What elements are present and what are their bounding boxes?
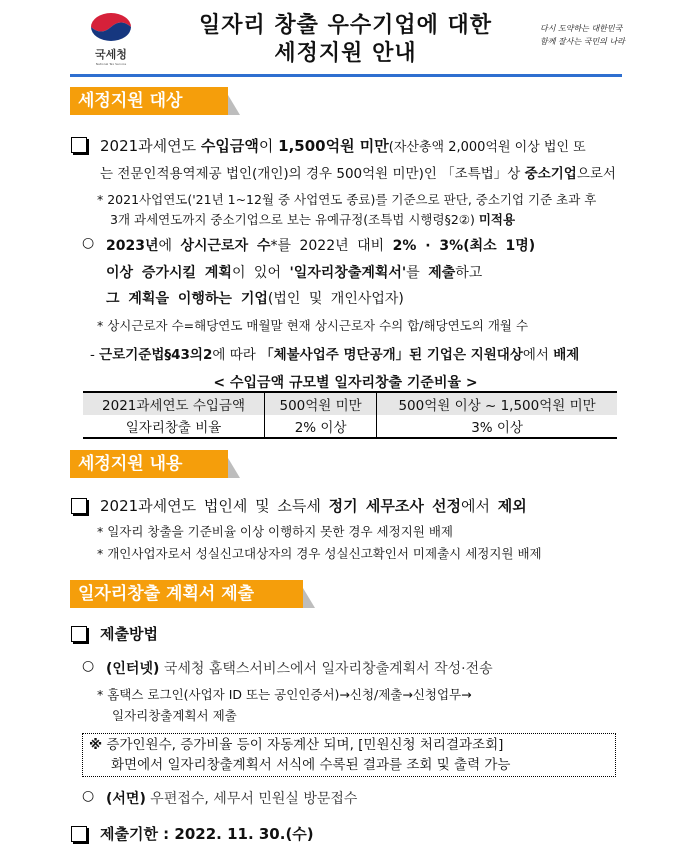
checkbox-bullet-icon [71,498,87,514]
hometax-path-line1: * 홈택스 로그인(사업자 ID 또는 공인인증서)→신청/제출→신청업무→ [97,687,472,702]
target-revenue-line1: 2021과세연도 수입금액이 1,500억원 미만(자산총액 2,000억원 이상 법인 또 [100,137,586,155]
ratio-table [83,391,617,439]
checkbox-bullet-icon [71,826,87,842]
note-benefit: * 일자리 창출을 기준비율 이상 이행하지 못한 경우 세정지원 배제 [97,524,453,539]
employee-increase-line3: 그 계획을 이행하는 기업(법인 및 개인사업자) [106,291,404,307]
slogan [540,22,625,48]
section-heading-target: 세정지원 대상 [70,87,228,115]
audit-exclusion-line: 2021과세연도 법인세 및 소득세 정기 세무조사 선정에서 제외 [100,497,527,515]
table-cell: 2% 이상 [265,415,377,437]
slogan-line2: 함께 잘사는 국민의 나라 [540,37,625,46]
table-header: 500억원 이상 ~ 1,500억원 미만 [377,393,617,415]
internet-method: (인터넷) 국세청 홈택스서비스에서 일자리창출계획서 작성·전송 [106,661,493,677]
note-employee-count: * 상시근로자 수=해당연도 매월말 현재 상시근로자 수의 합/해당연도의 개월 수 [97,318,529,333]
submission-method-label: 제출방법 [100,625,158,643]
section-heading-benefits: 세정지원 내용 [70,450,228,478]
checkbox-bullet-icon [71,626,87,642]
checkbox-bullet-icon [71,137,87,153]
table-header: 2021과세연도 수입금액 [83,393,265,415]
logo-text: 국세청 [95,48,127,61]
submission-deadline: 제출기한 : 2022. 11. 30.(수) [100,825,314,843]
page-title-line1: 일자리 창출 우수기업에 대한 [198,13,492,38]
note-benefit: * 개인사업자로서 성실신고대상자의 경우 성실신고확인서 미제출시 세정지원 배제 [97,546,542,561]
note-grace-line1: * 2021사업연도('21년 1~12월 중 사업연도 종료)를 기준으로 판단, 중소기업 기준 초과 후 [97,192,597,207]
table-row [83,415,617,437]
logo-subtext: National Tax Service [95,62,127,66]
circle-bullet-icon: ○ [82,658,95,674]
table-header: 500억원 미만 [265,393,377,415]
employee-increase-line1: 2023년에 상시근로자 수*를 2022년 대비 2% · 3%(최소 1명) [106,238,536,254]
header-divider [70,74,622,77]
page-title-line2: 세정지원 안내 [274,41,417,66]
auto-calc-notice-box [82,733,616,777]
table-cell: 일자리창출 비율 [83,415,265,437]
employee-increase-line2: 이상 증가시킬 계획이 있어 '일자리창출계획서'를 제출하고 [106,265,483,281]
table-title: < 수입금액 규모별 일자리창출 기준비율 > [213,375,478,391]
circle-bullet-icon: ○ [82,788,95,804]
table-header-row [83,393,617,415]
hometax-path-line2: 일자리창출계획서 제출 [112,708,237,723]
target-revenue-line2: 는 전문인적용역제공 법인(개인)의 경우 500억원 미만)인 「조특법」상 중소기업으로서 [100,166,616,182]
section-heading-submission: 일자리창출 계획서 제출 [70,580,303,608]
paper-method: (서면) 우편접수, 세무서 민원실 방문접수 [106,791,358,807]
notice-line1: ※ 증가인원수, 증가비율 등이 자동계산 되며, [민원신청 처리결과조회] [89,737,504,753]
circle-bullet-icon: ○ [82,235,95,251]
table-cell: 3% 이상 [377,415,617,437]
note-grace-line2: 3개 과세연도까지 중소기업으로 보는 유예규정(조특법 시행령§2②) 미적용 [110,212,516,227]
slogan-line1: 다시 도약하는 대한민국 [540,24,623,33]
exclusion-line: - 근로기준법§43의2에 따라 「체불사업주 명단공개」된 기업은 지원대상에서 배제 [90,347,580,363]
notice-line2: 화면에서 일자리창출계획서 서식에 수록된 결과를 조회 및 출력 가능 [111,757,511,773]
